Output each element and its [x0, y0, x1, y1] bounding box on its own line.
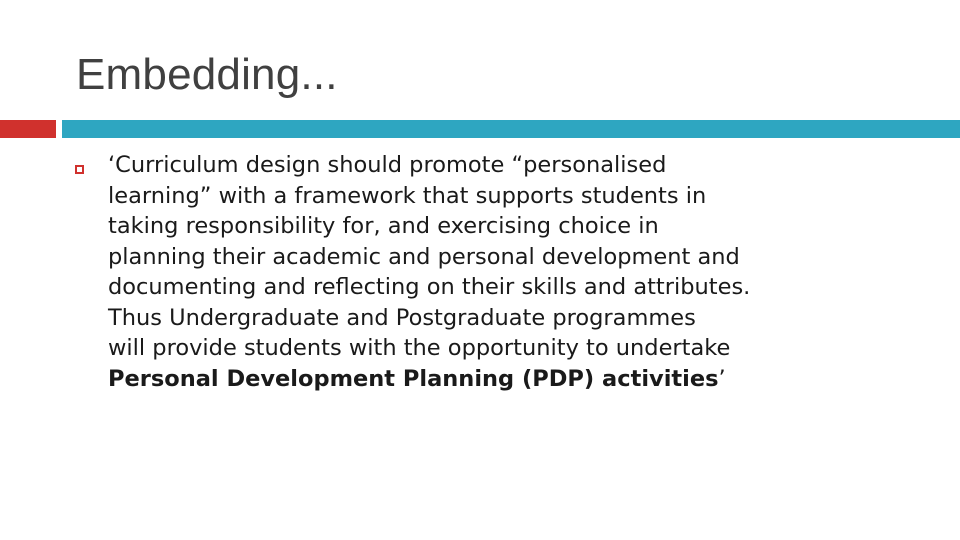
hollow-square-bullet-icon	[75, 165, 84, 174]
closing-quote: ’	[718, 365, 726, 392]
quote-line: taking responsibility for, and exercising choice in	[108, 213, 659, 239]
quote-last-line	[108, 364, 918, 395]
quote-line: Thus Undergraduate and Postgraduate programmes	[108, 304, 696, 331]
quote-line: ‘Curriculum design should promote “personalised	[108, 152, 667, 178]
quote-text	[108, 150, 918, 394]
quote-line: documenting and reflecting on their skills and attributes.	[108, 274, 751, 300]
quote-line: planning their academic and personal development and	[108, 243, 740, 270]
quote-line: will provide students with the opportunity to undertake	[108, 335, 731, 361]
pdp-emphasis: Personal Development Planning (PDP) activities	[108, 365, 719, 392]
title-divider-red	[0, 120, 56, 138]
quote-line: learning” with a framework that supports students in	[108, 182, 707, 209]
slide-title: Embedding...	[76, 50, 338, 99]
title-divider-teal	[62, 120, 960, 138]
